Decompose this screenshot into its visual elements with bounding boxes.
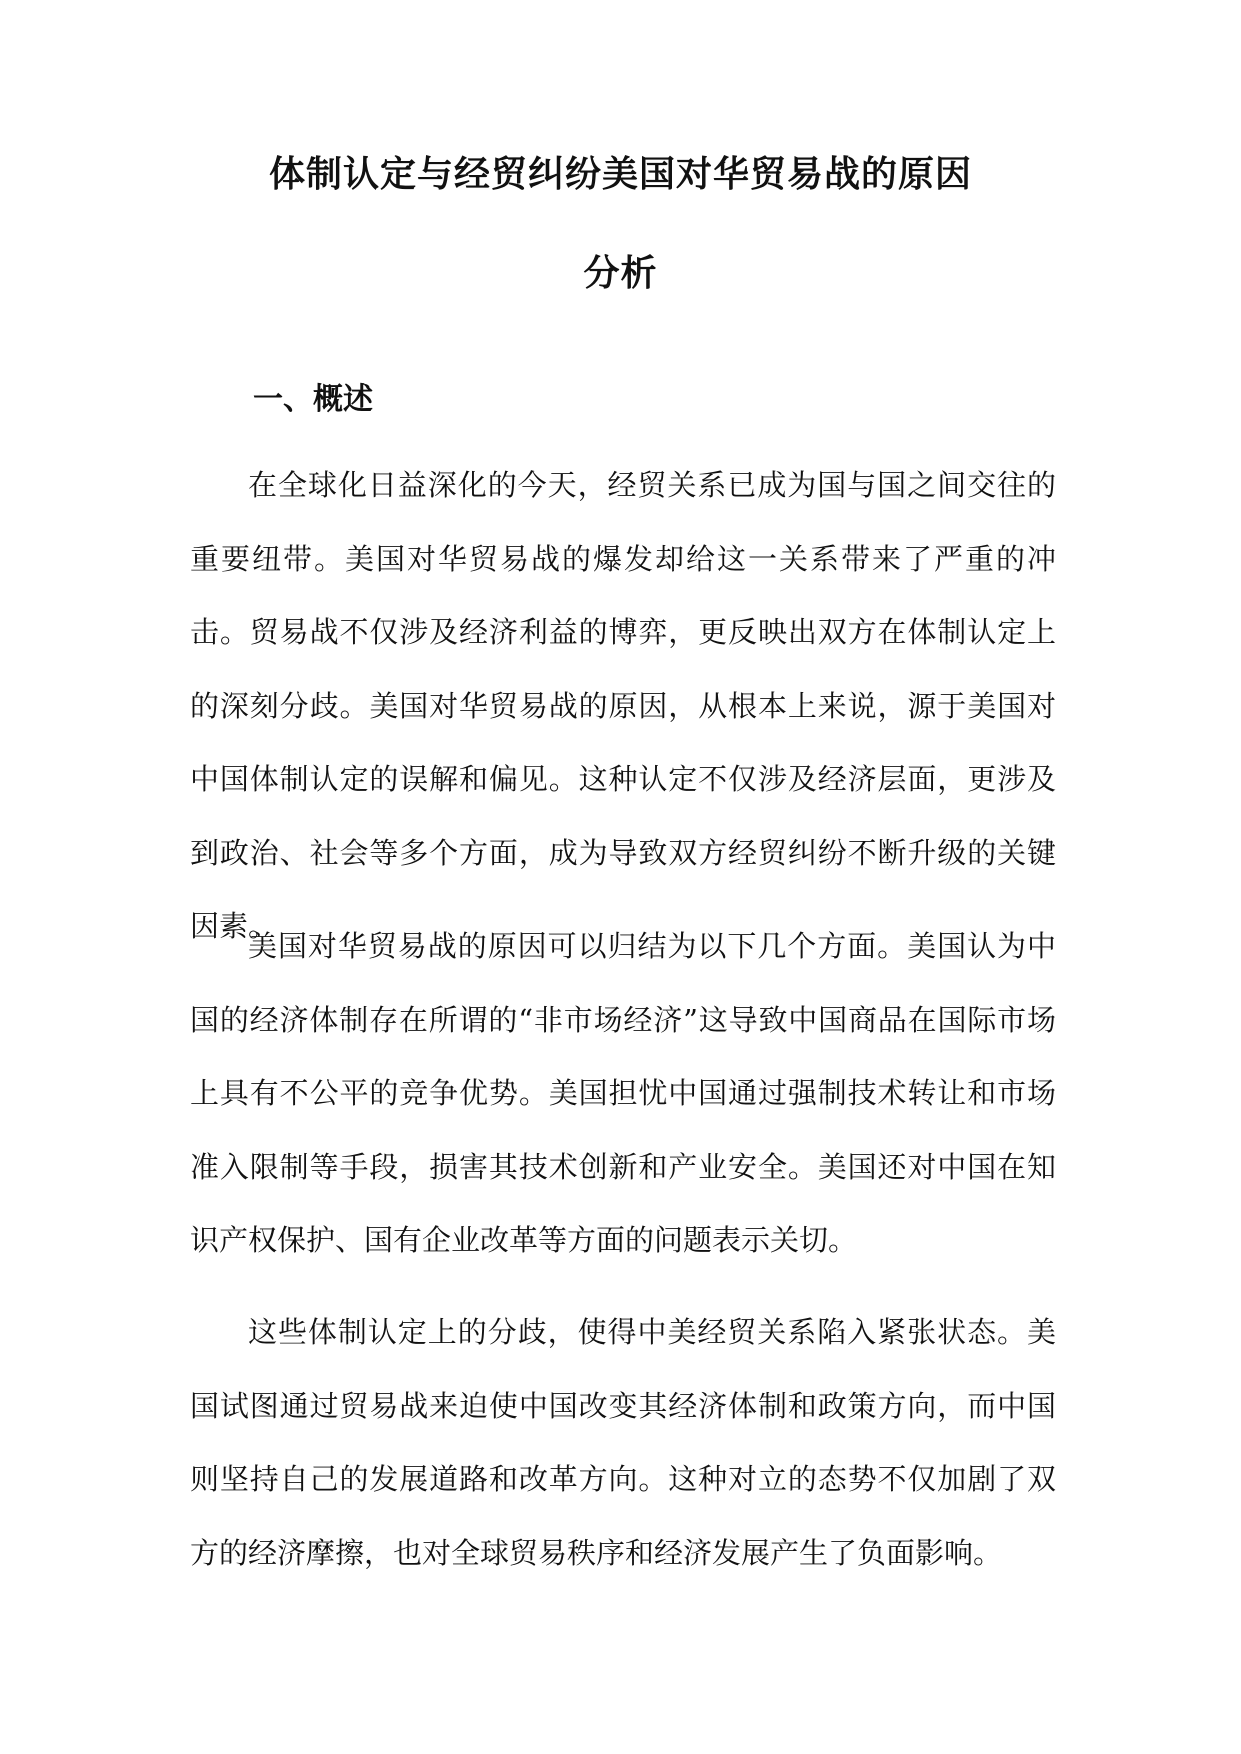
body-paragraph-2: 美国对华贸易战的原因可以归结为以下几个方面。美国认为中国的经济体制存在所谓的“非市场经济”这导致中国商品在国际市场上具有不公平的竞争优势。美国担忧中国通过强制技术转让和市场准入限制等手段，损害其技术创新和产业安全。美国还对中国在知识产权保护、国有企业改革等方面的问题表示关切。	[190, 929, 1056, 1257]
section-heading: 一、概述	[253, 382, 373, 417]
body-paragraph-3: 这些体制认定上的分歧，使得中美经贸关系陷入紧张状态。美国试图通过贸易战来迫使中国改变其经济体制和政策方向，而中国则坚持自己的发展道路和改革方向。这种对立的态势不仅加剧了双方的经济摩擦，也对全球贸易秩序和经济发展产生了负面影响。	[190, 1315, 1056, 1570]
body-paragraph-1: 在全球化日益深化的今天，经贸关系已成为国与国之间交往的重要纽带。美国对华贸易战的爆发却给这一关系带来了严重的冲击。贸易战不仅涉及经济利益的博弈，更反映出双方在体制认定上的深刻分歧。美国对华贸易战的原因，从根本上来说，源于美国对中国体制认定的误解和偏见。这种认定不仅涉及经济层面，更涉及到政治、社会等多个方面，成为导致双方经贸纠纷不断升级的关键因素。	[190, 468, 1056, 943]
document-title-line-2: 分析	[583, 253, 658, 294]
document-title-line-1: 体制认定与经贸纠纷美国对华贸易战的原因	[268, 154, 972, 195]
